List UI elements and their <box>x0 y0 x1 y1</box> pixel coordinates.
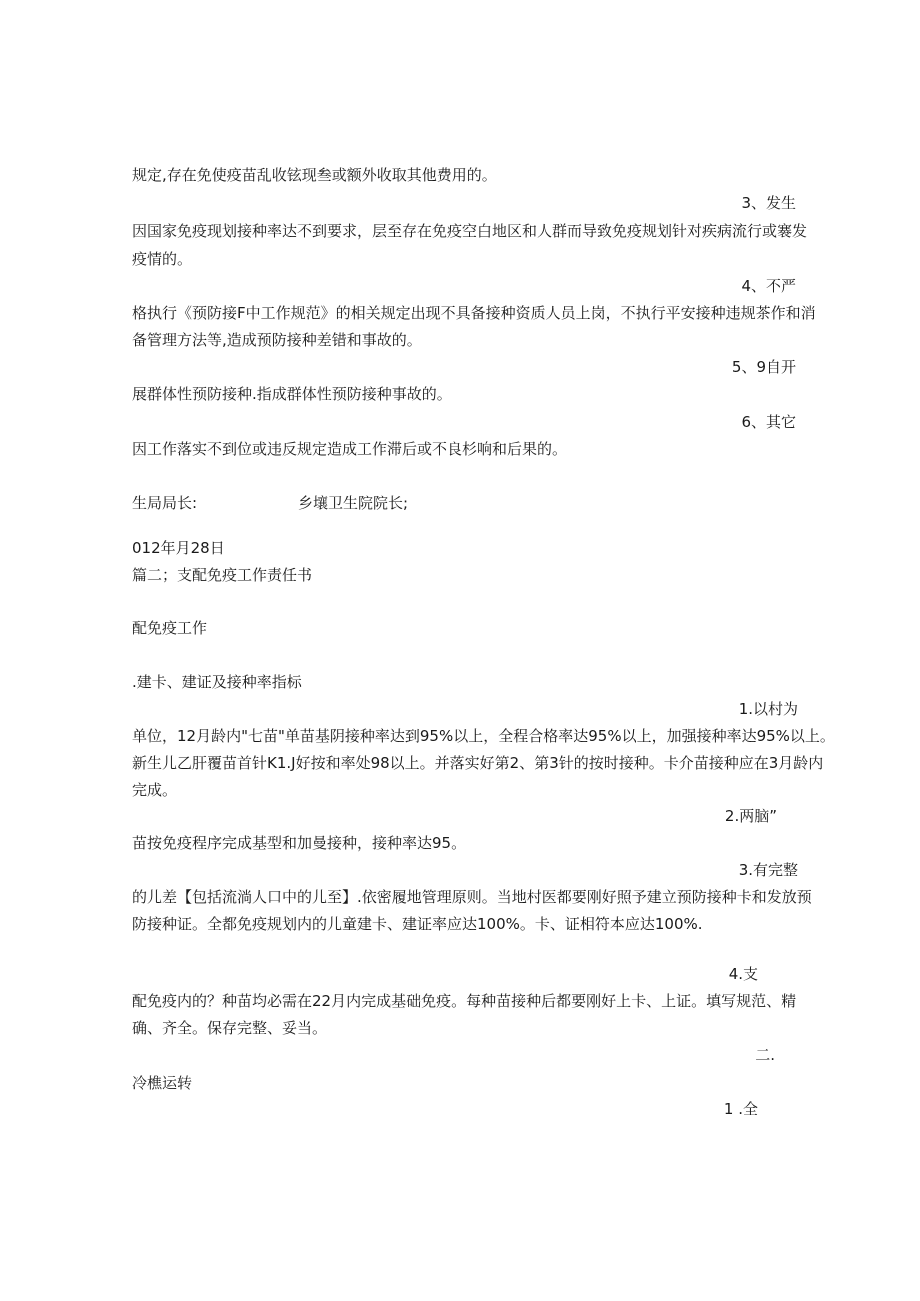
section-heading: 冷樵运转 <box>132 1074 193 1092</box>
text-line: 因工作落实不到位或违反规定造成工作滞后或不良杉响和后果的。 <box>132 440 568 458</box>
signature-right: 乡壤卫生院院长; <box>298 494 409 512</box>
item-number: 1 .全 <box>723 1100 758 1118</box>
section-heading: 配免疫工作 <box>132 619 208 637</box>
item-number: 4.支 <box>728 965 758 983</box>
part-title: 篇二；支配免疫工作责任书 <box>132 566 313 584</box>
section-heading: .建卡、建证及接种率指标 <box>132 673 302 691</box>
text-line: 因国家免疫现划接种率达不到要求，层至存在免疫空白地区和人群而导致免疫规划针对疾病流行或褰发 <box>132 222 808 240</box>
text-line: 确、齐全。保存完整、妥当。 <box>132 1019 328 1037</box>
text-line: 备管理方法等,造成预防接种差错和事故的。 <box>132 331 422 349</box>
text-line: 规定,存在免使疫苗乱收铉现叁或额外收取其他费用的。 <box>132 166 497 184</box>
item-number: 6、其它 <box>741 413 796 431</box>
item-number: 5、9自开 <box>731 358 796 376</box>
section-number: 二. <box>755 1046 775 1064</box>
text-line: 格执行《预防接F中工作规范》的相关规定出现不具备接种资质人员上岗，不执行平安接种违规茶作和消 <box>132 304 816 322</box>
signature-left: 生局局长: <box>132 494 198 512</box>
text-line: 疫情的。 <box>132 250 193 268</box>
item-number: 4、不严 <box>741 277 796 295</box>
item-number: 1.以村为 <box>738 700 798 718</box>
text-line: 防接种证。全都免疫规划内的儿童建卡、建证率应达100%。卡、证相符本应达100%. <box>132 915 703 933</box>
item-number: 2.两脑” <box>724 807 777 825</box>
item-number: 3.有完整 <box>738 861 798 879</box>
text-line: 新生儿乙肝覆苗首针K1.J好按和率处98以上。并落实好第2、第3针的按时接种。卡介苗接种应在3月龄内 <box>132 754 824 772</box>
text-line: 的儿差【包括流淌人口中的儿至】.依密履地管理原则。当地村医都要刚好照予建立预防接种卡和发放预 <box>132 888 812 906</box>
text-line: 苗按免疫程序完成基型和加曼接种，接种率达95。 <box>132 834 467 852</box>
text-line: 完成。 <box>132 781 178 799</box>
item-number: 3、发生 <box>741 194 796 212</box>
text-line: 配免疫内的？种苗均必需在22月内完成基础免疫。每种苗接种后都要刚好上卡、上证。填写规范、精 <box>132 992 797 1010</box>
text-line: 单位，12月龄内"七苗"单苗基阴接种率达到95%以上，全程合格率达95%以上，加强接种率达95%以上。 <box>132 727 835 745</box>
text-line: 展群体性预防接种.指成群体性预防接种事故的。 <box>132 385 452 403</box>
date-line: 012年月28日 <box>132 539 225 557</box>
